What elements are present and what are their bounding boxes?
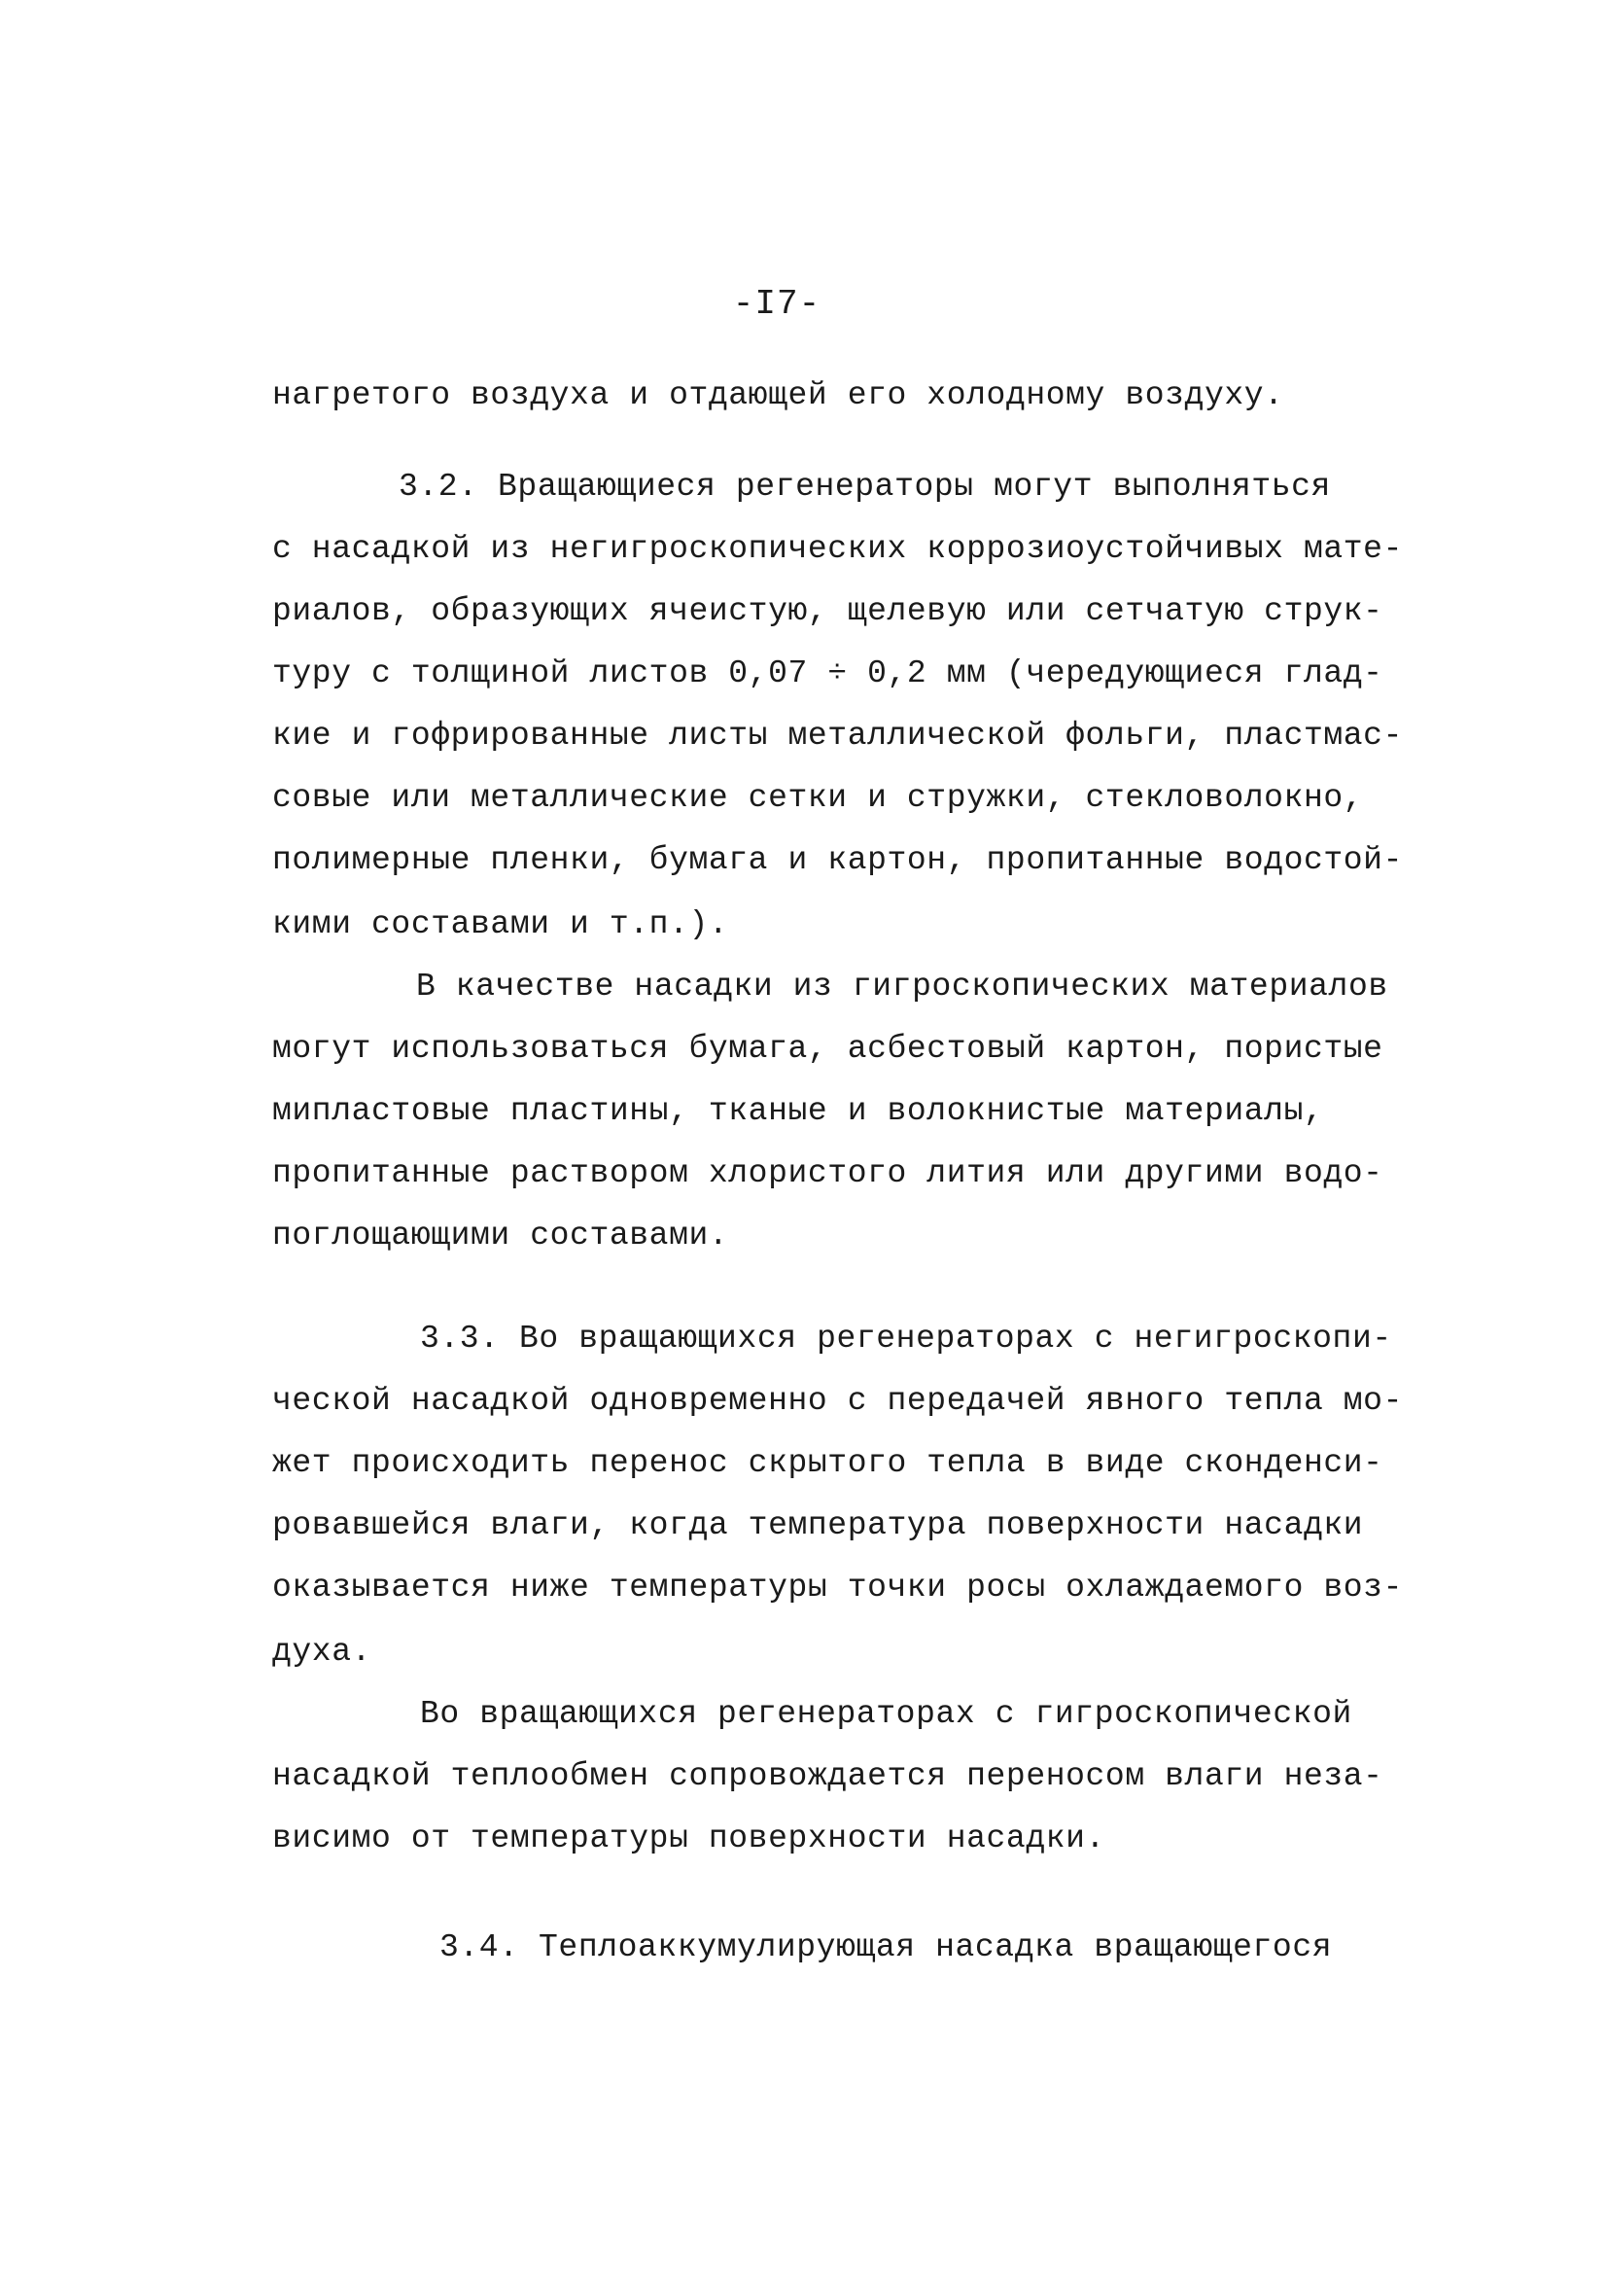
text-line: кие и гофрированные листы металлической фольги, пластмас- <box>272 718 1403 754</box>
text-line: В качестве насадки из гигроскопических материалов <box>416 969 1388 1005</box>
text-line: туру с толщиной листов 0,07 ÷ 0,2 мм (чередующиеся глад- <box>272 655 1383 691</box>
section-3-2-heading-line: 3.2. Вращающиеся регенераторы могут выполняться <box>399 469 1331 505</box>
text-line: могут использоваться бумага, асбестовый картон, пористые <box>272 1031 1383 1067</box>
text-line: поглощающими составами. <box>272 1218 729 1254</box>
text-line: кими составами и т.п.). <box>272 906 729 942</box>
text-line: нагретого воздуха и отдающей его холодному воздуху. <box>272 377 1284 413</box>
text-line: Во вращающихся регенераторах с гигроскопической <box>420 1696 1352 1732</box>
text-line: духа. <box>272 1634 372 1670</box>
text-line: насадкой теплообмен сопровождается переносом влаги неза- <box>272 1758 1383 1794</box>
text-line: оказывается ниже температуры точки росы охлаждаемого воз- <box>272 1570 1403 1606</box>
text-line: ровавшейся влаги, когда температура поверхности насадки <box>272 1507 1364 1543</box>
page-number: -I7- <box>732 284 821 324</box>
text-line: с насадкой из негигроскопических коррозиоустойчивых мате- <box>272 531 1403 567</box>
text-line: ческой насадкой одновременно с передачей явного тепла мо- <box>272 1383 1403 1419</box>
text-line: риалов, образующих ячеистую, щелевую или сетчатую струк- <box>272 593 1383 629</box>
text-line: пропитанные раствором хлористого лития или другими водо- <box>272 1155 1383 1191</box>
section-3-3-heading-line: 3.3. Во вращающихся регенераторах с негигроскопи- <box>420 1321 1392 1357</box>
text-line: полимерные пленки, бумага и картон, пропитанные водостой- <box>272 842 1403 878</box>
text-line: мипластовые пластины, тканые и волокнистые материалы, <box>272 1093 1324 1129</box>
text-line: совые или металлические сетки и стружки, стекловолокно, <box>272 780 1364 816</box>
text-line: висимо от температуры поверхности насадки. <box>272 1820 1105 1856</box>
text-line: жет происходить перенос скрытого тепла в виде сконденси- <box>272 1445 1383 1481</box>
section-3-4-heading-line: 3.4. Теплоаккумулирующая насадка вращающегося <box>439 1929 1333 1965</box>
